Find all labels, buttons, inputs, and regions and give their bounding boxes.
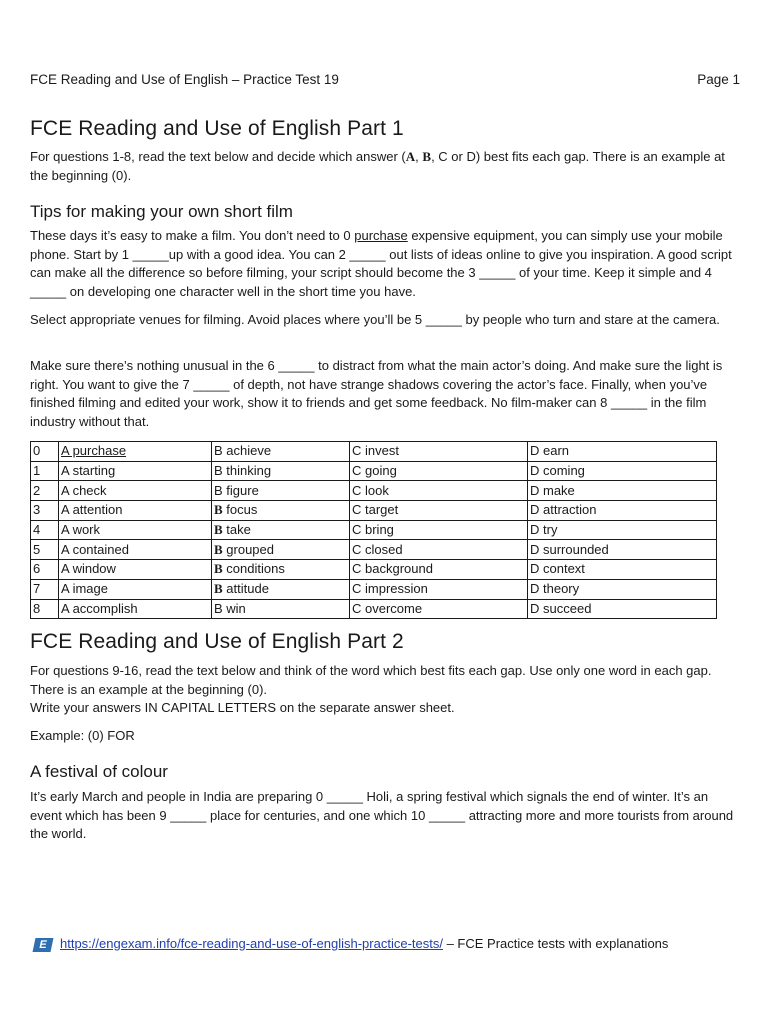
footer-suffix: – FCE Practice tests with explanations xyxy=(442,936,669,951)
option-b-text: figure xyxy=(222,482,259,498)
option-d: D coming xyxy=(528,461,717,481)
option-b xyxy=(212,481,350,501)
options-table xyxy=(30,441,717,619)
part1-paragraph-1: These days it’s easy to make a film. You don’t need to 0 purchase expensive equipment, you can simply use your mobile phone. Start by 1 _____up with a good idea. You can 2 _____ out lists of ideas online to give you inspiration. A good script can make all the difference so before filming, your script should become the 3 _____ of your time. Keep it simple and 4 _____ on developing one character well in the short time you have. xyxy=(30,228,732,299)
option-c: C overcome xyxy=(350,599,528,619)
question-number: 4 xyxy=(31,520,59,540)
option-a: A work xyxy=(59,520,212,540)
part1-heading: FCE Reading and Use of English Part 1 xyxy=(30,117,404,140)
option-d: D try xyxy=(528,520,717,540)
option-b xyxy=(212,461,350,481)
question-number: 5 xyxy=(31,540,59,560)
footer xyxy=(34,936,740,952)
question-number: 3 xyxy=(31,501,59,521)
option-b-letter: B xyxy=(214,541,223,557)
option-c: C target xyxy=(350,501,528,521)
option-b xyxy=(212,501,350,521)
option-b xyxy=(212,442,350,462)
option-d: D attraction xyxy=(528,501,717,521)
running-header xyxy=(30,72,740,87)
options-row xyxy=(31,481,717,501)
option-b-text: win xyxy=(222,600,246,616)
part2-heading: FCE Reading and Use of English Part 2 xyxy=(30,630,404,653)
option-b xyxy=(212,560,350,580)
option-d: D context xyxy=(528,560,717,580)
part1-paragraph-2: Select appropriate venues for filming. Avoid places where you’ll be 5 _____ by people who turn and stare at the camera. xyxy=(30,312,720,327)
option-a: A attention xyxy=(59,501,212,521)
option-b-text: focus xyxy=(222,502,258,518)
option-a: A check xyxy=(59,481,212,501)
option-c: C look xyxy=(350,481,528,501)
option-b-letter: B xyxy=(214,463,223,479)
option-b-letter: B xyxy=(214,561,223,577)
option-b-text: attitude xyxy=(222,581,269,597)
engexam-logo-icon: E xyxy=(33,938,54,952)
options-row xyxy=(31,540,717,560)
option-b-letter: B xyxy=(214,482,223,498)
option-c: C bring xyxy=(350,520,528,540)
option-d: D surrounded xyxy=(528,540,717,560)
question-number: 2 xyxy=(31,481,59,501)
options-row xyxy=(31,501,717,521)
part2-example: Example: (0) FOR xyxy=(30,728,135,743)
option-a: A window xyxy=(59,560,212,580)
question-number: 8 xyxy=(31,599,59,619)
part2-instructions: For questions 9-16, read the text below and think of the word which best fits each gap. Use only one word in each gap. There is an example at the beginning (0). xyxy=(30,663,712,697)
option-b xyxy=(212,540,350,560)
part2-instructions-2: Write your answers IN CAPITAL LETTERS on the separate answer sheet. xyxy=(30,700,455,715)
option-b-letter: B xyxy=(214,502,223,518)
question-number: 1 xyxy=(31,461,59,481)
question-number: 7 xyxy=(31,579,59,599)
option-c: C invest xyxy=(350,442,528,462)
option-a: A contained xyxy=(59,540,212,560)
option-b-text: grouped xyxy=(222,541,274,557)
option-b-letter: B xyxy=(214,581,223,597)
option-a: A starting xyxy=(59,461,212,481)
option-d: D succeed xyxy=(528,599,717,619)
option-d: D make xyxy=(528,481,717,501)
option-b-letter: B xyxy=(214,600,223,616)
option-b-text: conditions xyxy=(222,561,285,577)
option-a: A image xyxy=(59,579,212,599)
option-d: D theory xyxy=(528,579,717,599)
option-b xyxy=(212,579,350,599)
part1-text-title: Tips for making your own short film xyxy=(30,202,293,221)
option-b xyxy=(212,599,350,619)
question-number: 6 xyxy=(31,560,59,580)
option-a: A purchase xyxy=(59,442,212,462)
options-row xyxy=(31,442,717,462)
part1-instructions: For questions 1-8, read the text below and decide which answer (A, B, C or D) best fits each gap. There is an example at the beginning (0). xyxy=(30,149,725,183)
options-row xyxy=(31,560,717,580)
option-a: A accomplish xyxy=(59,599,212,619)
part2-text-title: A festival of colour xyxy=(30,762,168,781)
option-c: C impression xyxy=(350,579,528,599)
example-word: purchase xyxy=(354,228,408,243)
options-row xyxy=(31,579,717,599)
option-b xyxy=(212,520,350,540)
options-row xyxy=(31,461,717,481)
question-number: 0 xyxy=(31,442,59,462)
part1-paragraph-3: Make sure there’s nothing unusual in the 6 _____ to distract from what the main actor’s doing. And make sure the light is right. You want to give the 7 _____ of depth, not have strange shadows covering the actor’s face. Finally, when you’ve finished filming and edited your work, show it to friends and get some feedback. No film-maker can 8 _____ in the film industry without that. xyxy=(30,358,723,429)
options-row xyxy=(31,520,717,540)
option-c: C closed xyxy=(350,540,528,560)
page-number: Page 1 xyxy=(697,72,740,87)
footer-link[interactable]: https://engexam.info/fce-reading-and-use-of-english-practice-tests/ xyxy=(60,936,443,951)
part2-paragraph-1: It’s early March and people in India are preparing 0 _____ Holi, a spring festival which signals the end of winter. It’s an event which has been 9 _____ place for centuries, and one which 10 _____ attracting more and more tourists from around the world. xyxy=(30,789,734,841)
option-c: C background xyxy=(350,560,528,580)
running-title: FCE Reading and Use of English – Practice Test 19 xyxy=(30,72,339,87)
option-c: C going xyxy=(350,461,528,481)
option-b-text: thinking xyxy=(222,463,272,479)
option-b-letter: B xyxy=(214,443,223,459)
option-b-letter: B xyxy=(214,522,223,538)
option-b-text: take xyxy=(222,522,251,538)
options-row xyxy=(31,599,717,619)
option-d: D earn xyxy=(528,442,717,462)
option-b-text: achieve xyxy=(222,443,272,459)
